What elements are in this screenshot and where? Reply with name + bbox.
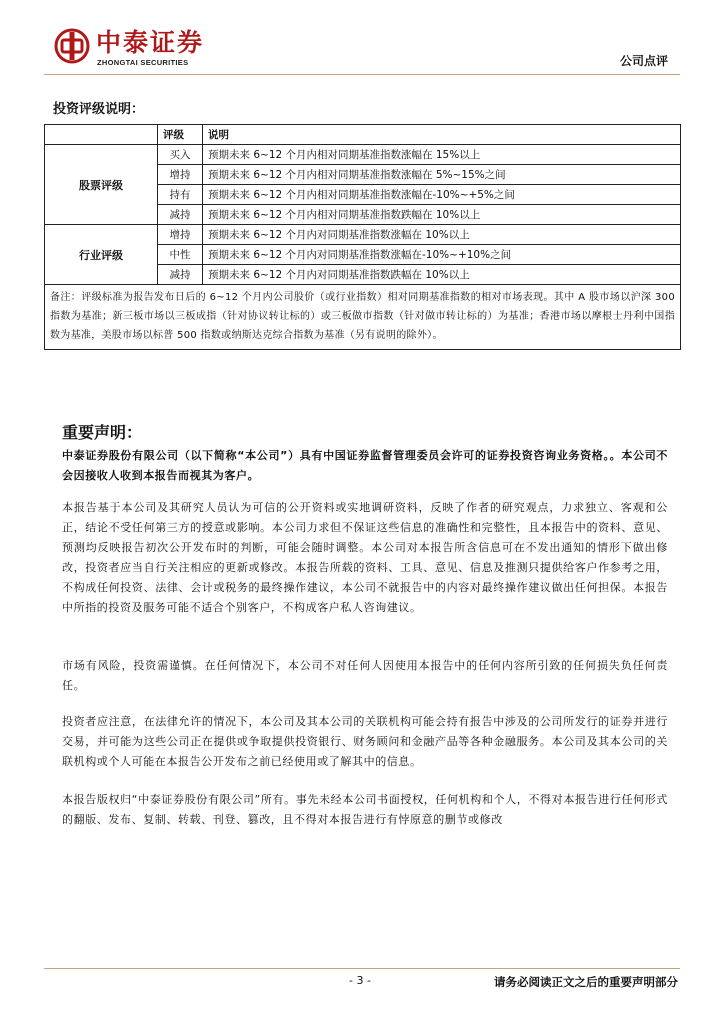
industry-rating-label: 行业评级 bbox=[45, 225, 158, 285]
disclaimer-paragraph-qualification: 中泰证券股份有限公司（以下简称“本公司”）具有中国证券监督管理委员会许可的证券投资咨询业务资格。。本公司不会因接收人收到本报告而视其为客户。 bbox=[62, 449, 668, 482]
table-row bbox=[45, 145, 681, 165]
table-header-level: 评级 bbox=[158, 125, 203, 145]
rating-desc: 预期未来 6~12 个月内相对同期基准指数涨幅在-10%~+5%之间 bbox=[203, 185, 681, 205]
table-row bbox=[45, 225, 681, 245]
rating-level: 买入 bbox=[158, 145, 203, 165]
rating-level: 中性 bbox=[158, 245, 203, 265]
rating-level: 减持 bbox=[158, 265, 203, 285]
logo-english-name: ZHONGTAI SECURITIES bbox=[97, 58, 189, 67]
rating-level: 减持 bbox=[158, 205, 203, 225]
rating-desc: 预期未来 6~12 个月内对同期基准指数跌幅在 10%以上 bbox=[203, 265, 681, 285]
rating-desc: 预期未来 6~12 个月内对同期基准指数涨幅在 10%以上 bbox=[203, 225, 681, 245]
disclaimer-title: 重要声明： bbox=[62, 423, 143, 442]
zhongtai-logo-icon bbox=[54, 28, 90, 64]
table-header-desc: 说明 bbox=[203, 125, 681, 145]
table-note-row bbox=[45, 285, 681, 350]
rating-level: 持有 bbox=[158, 185, 203, 205]
disclaimer-paragraph-risk: 市场有风险，投资需谨慎。在任何情况下，本公司不对任何人因使用本报告中的任何内容所引致的任何损失负任何责任。 bbox=[62, 659, 668, 692]
table-header-empty bbox=[45, 125, 158, 145]
page-number: - 3 - bbox=[349, 974, 371, 987]
rating-desc: 预期未来 6~12 个月内对同期基准指数涨幅在-10%~+10%之间 bbox=[203, 245, 681, 265]
footer-note: 请务必阅读正文之后的重要声明部分 bbox=[494, 975, 678, 989]
table-header-row bbox=[45, 125, 681, 145]
stock-rating-label: 股票评级 bbox=[45, 145, 158, 225]
logo-chinese-name: 中泰证券 bbox=[96, 28, 205, 57]
rating-table bbox=[44, 124, 681, 350]
disclaimer-paragraph-basis: 本报告基于本公司及其研究人员认为可信的公开资料或实地调研资料，反映了作者的研究观点，力求独立、客观和公正，结论不受任何第三方的授意或影响。本公司力求但不保证这些信息的准确性和完整性，且本报告中的资料、意见、预测均反映报告初次公开发布时的判断，可能会随时调整。本公司对本报告所含信息可在不发出通知的情形下做出修改，投资者应当自行关注相应的更新或修改。本报告所载的资料、工具、意见、信息及推测只提供给客户作参考之用，不构成任何投资、法律、会计或税务的最终操作建议，本公司不就报告中的内容对最终操作建议做出任何担保。本报告中所指的投资及服务可能不适合个别客户，不构成客户私人咨询建议。 bbox=[62, 501, 668, 614]
rating-section-title: 投资评级说明： bbox=[53, 102, 145, 117]
rating-desc: 预期未来 6~12 个月内相对同期基准指数涨幅在 15%以上 bbox=[203, 145, 681, 165]
disclaimer-paragraph-conflict: 投资者应注意，在法律允许的情况下，本公司及其本公司的关联机构可能会持有报告中涉及的公司所发行的证券并进行交易，并可能为这些公司正在提供或争取提供投资银行、财务顾问和金融产品等各种金融服务。本公司及其本公司的关联机构或个人可能在本报告公开发布之前已经使用或了解其中的信息。 bbox=[62, 715, 668, 768]
footer-divider bbox=[44, 968, 680, 969]
page-header bbox=[0, 0, 724, 78]
header-divider bbox=[44, 74, 680, 75]
report-type-label: 公司点评 bbox=[619, 54, 668, 68]
disclaimer-paragraph-copyright: 本报告版权归“中泰证券股份有限公司”所有。事先未经本公司书面授权，任何机构和个人，不得对本报告进行任何形式的翻版、发布、复制、转载、刊登、篡改，且不得对本报告进行有悖原意的删节或修改 bbox=[62, 793, 668, 826]
rating-desc: 预期未来 6~12 个月内相对同期基准指数跌幅在 10%以上 bbox=[203, 205, 681, 225]
rating-level: 增持 bbox=[158, 225, 203, 245]
rating-desc: 预期未来 6~12 个月内相对同期基准指数涨幅在 5%~15%之间 bbox=[203, 165, 681, 185]
rating-note: 备注：评级标准为报告发布日后的 6~12 个月内公司股价（或行业指数）相对同期基准指数的相对市场表现。其中 A 股市场以沪深 300 指数为基准；新三板市场以三板成指（针对协议转让标的）或三板做市指数（针对做市转让标的）为基准；香港市场以摩根士丹利中国指数为基准，美股市场以标普 500 指数或纳斯达克综合指数为基准（另有说明的除外）。 bbox=[45, 285, 681, 350]
rating-level: 增持 bbox=[158, 165, 203, 185]
